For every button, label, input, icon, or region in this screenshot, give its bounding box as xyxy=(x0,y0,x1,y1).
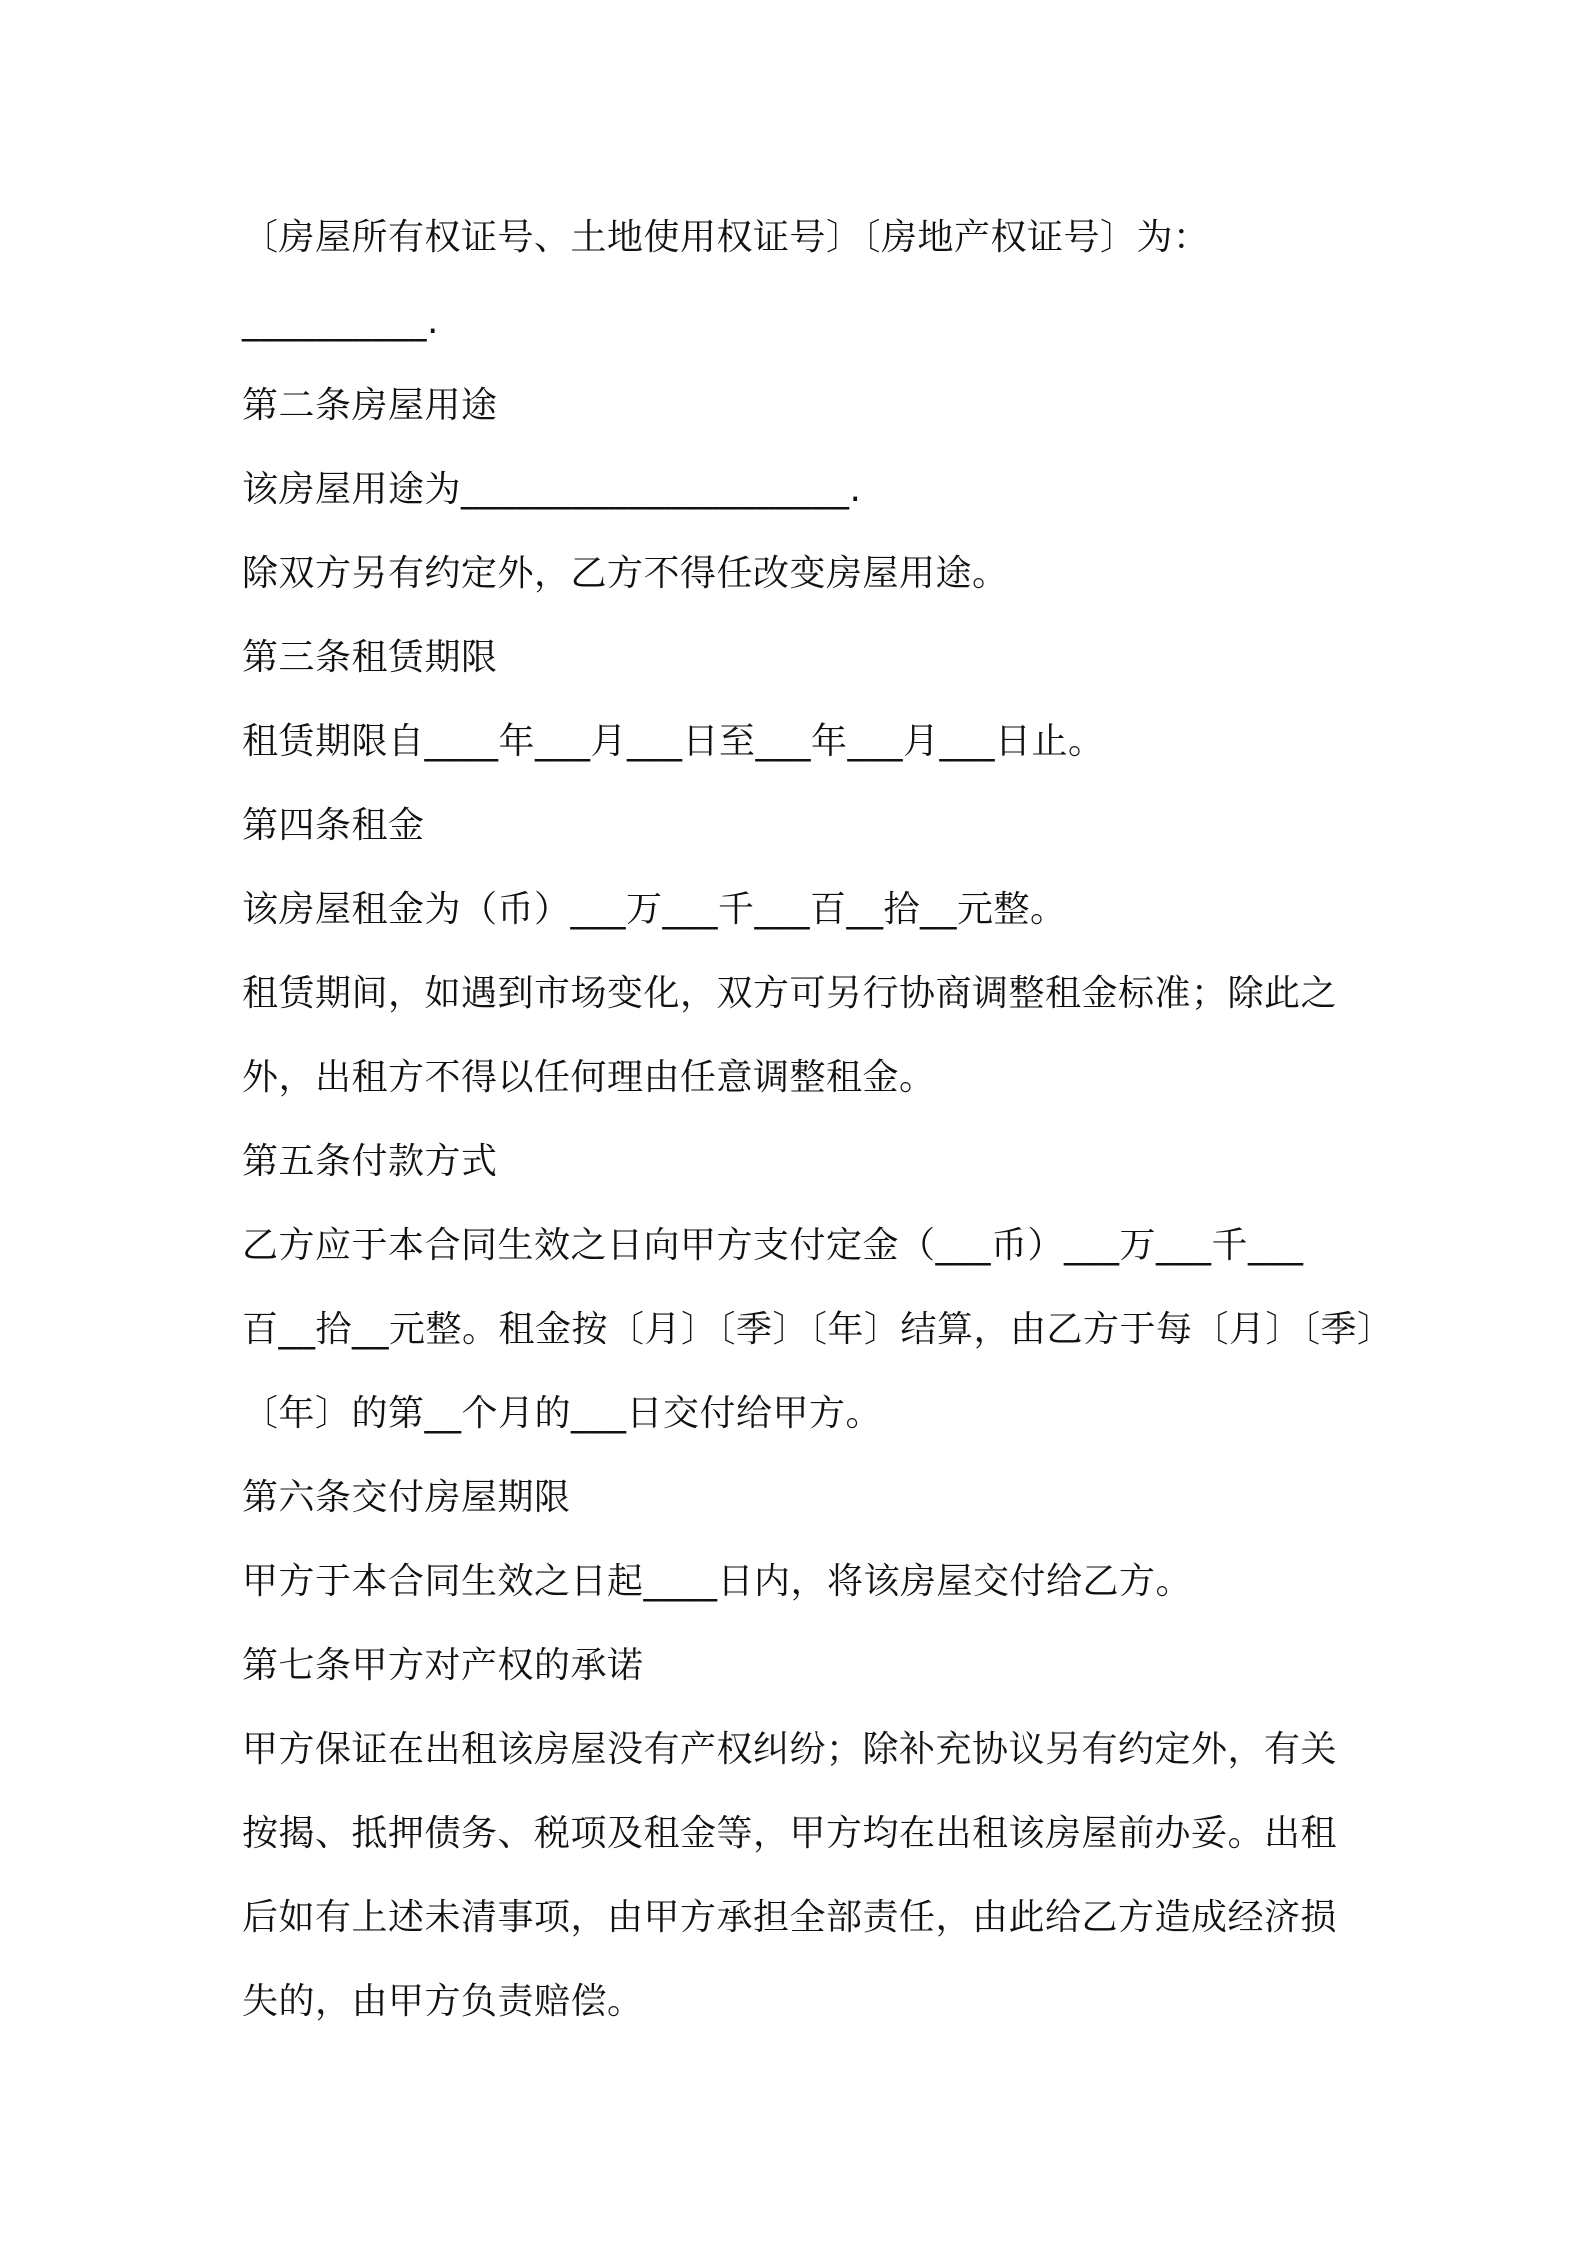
certificate-number-line: 〔房屋所有权证号、土地使用权证号〕〔房地产权证号〕为： xyxy=(242,217,1210,258)
article-4-adjustment-line-1: 租赁期间，如遇到市场变化，双方可另行协商调整租金标准；除此之 xyxy=(242,973,1338,1014)
article-6-delivery-line: 甲方于本合同生效之日起____日内，将该房屋交付给乙方。 xyxy=(242,1561,1193,1602)
article-4-heading: 第四条租金 xyxy=(242,805,425,846)
article-7-warranty-line-4: 失的，由甲方负责赔偿。 xyxy=(242,1981,644,2022)
article-6-heading: 第六条交付房屋期限 xyxy=(242,1477,571,1518)
article-2-usage-line: 该房屋用途为_____________________. xyxy=(242,469,862,510)
article-7-warranty-line-3: 后如有上述未清事项，由甲方承担全部责任，由此给乙方造成经济损 xyxy=(242,1897,1338,1938)
article-5-payment-line-1: 乙方应于本合同生效之日向甲方支付定金（___币）___万___千___ xyxy=(242,1225,1304,1266)
article-4-rent-line: 该房屋租金为（币）___万___千___百__拾__元整。 xyxy=(242,889,1067,930)
article-3-heading: 第三条租赁期限 xyxy=(242,637,498,678)
article-7-heading: 第七条甲方对产权的承诺 xyxy=(242,1645,644,1686)
certificate-number-blank: __________. xyxy=(242,301,439,342)
article-5-payment-line-3: 〔年〕的第__个月的___日交付给甲方。 xyxy=(242,1393,883,1434)
article-5-payment-line-2: 百__拾__元整。租金按〔月〕〔季〕〔年〕结算，由乙方于每〔月〕〔季〕 xyxy=(242,1309,1394,1350)
article-7-warranty-line-1: 甲方保证在出租该房屋没有产权纠纷；除补充协议另有约定外，有关 xyxy=(242,1729,1338,1770)
article-7-warranty-line-2: 按揭、抵押债务、税项及租金等，甲方均在出租该房屋前办妥。出租 xyxy=(242,1813,1338,1854)
article-4-adjustment-line-2: 外，出租方不得以任何理由任意调整租金。 xyxy=(242,1057,936,1098)
article-2-heading: 第二条房屋用途 xyxy=(242,385,498,426)
article-2-restriction-line: 除双方另有约定外，乙方不得任改变房屋用途。 xyxy=(242,553,1009,594)
article-5-heading: 第五条付款方式 xyxy=(242,1141,498,1182)
article-3-term-line: 租赁期限自____年___月___日至___年___月___日止。 xyxy=(242,721,1105,762)
document-body xyxy=(242,196,1394,2044)
